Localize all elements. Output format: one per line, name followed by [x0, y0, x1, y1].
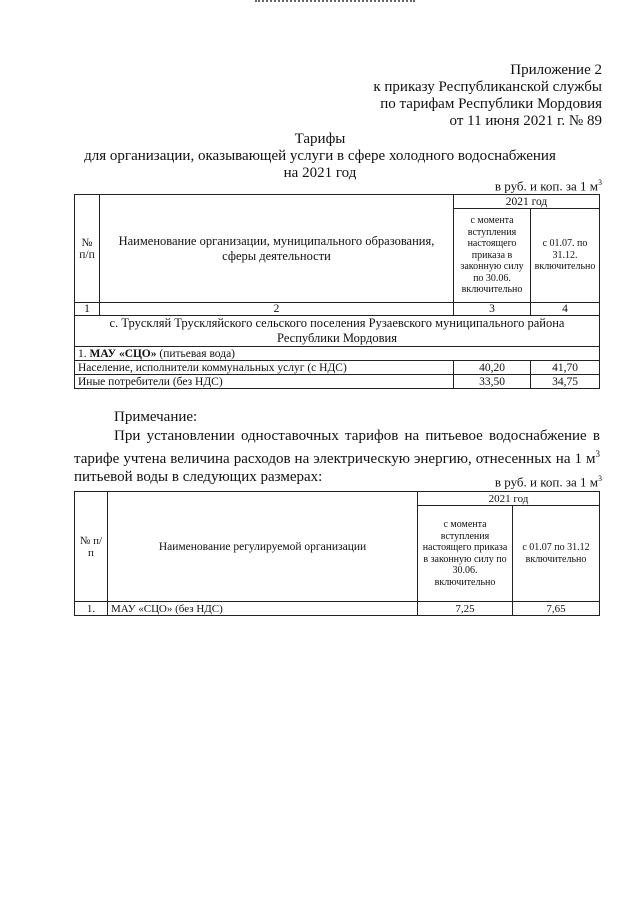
index-cell: 1: [75, 303, 100, 316]
note-text: При установлении одноставочных тарифов на питьевое водоснабжение в тарифе учтена величина расходов на электрическую энергию, отнесенных на 1 $м^3$ питьевой воды в следующих размерах:: [74, 428, 600, 485]
org-row-cell: 1. МАУ «СЦО» (питьевая вода): [75, 347, 600, 361]
appendix-line: Приложение 2: [510, 62, 602, 78]
col-period1-header: с момента вступления настоящего приказа в законную силу по 30.06. включительно: [418, 506, 513, 602]
index-cell: 4: [531, 303, 600, 316]
col-name-header: Наименование организации, муниципального образования, сферы деятельности: [100, 195, 454, 303]
title-line: Тарифы: [294, 131, 346, 147]
row-value: 41,70: [531, 361, 600, 375]
year-header: 2021 год: [454, 195, 600, 209]
table-row: [75, 375, 600, 389]
appendix-header: [373, 62, 602, 130]
org-name: МАУ «СЦО»: [89, 347, 157, 360]
col-period2-header: с 01.07 по 31.12 включительно: [513, 506, 600, 602]
top-scan-mark: [255, 0, 415, 6]
index-cell: 2: [100, 303, 454, 316]
col-num-header: № п/п: [75, 492, 108, 602]
table-row: [75, 361, 600, 375]
col-period2-header: с 01.07. по 31.12. включительно: [531, 209, 600, 303]
row-value: 7,25: [418, 602, 513, 616]
appendix-line: к приказу Республиканской службы: [373, 79, 602, 95]
title-line: на 2021 год: [283, 165, 357, 181]
table-row: [75, 347, 600, 361]
energy-cost-table: [74, 491, 600, 616]
units-label-2: в руб. и коп. за 1 $м^3$: [494, 474, 602, 490]
row-value: 33,50: [454, 375, 531, 389]
index-cell: 3: [454, 303, 531, 316]
row-value: 7,65: [513, 602, 600, 616]
units-label-1: в руб. и коп. за 1 $м^3$: [494, 178, 602, 194]
row-name: МАУ «СЦО» (без НДС): [108, 602, 418, 616]
tariff-table: [74, 194, 600, 389]
appendix-line: от 11 июня 2021 г. № 89: [449, 113, 602, 129]
row-value: 40,20: [454, 361, 531, 375]
section-title: с. Трускляй Трускляйского сельского поселения Рузаевского муниципального района Республики Мордовия: [75, 316, 600, 347]
year-header: 2021 год: [418, 492, 600, 506]
title-line: для организации, оказывающей услуги в сфере холодного водоснабжения: [84, 148, 556, 164]
appendix-line: по тарифам Республики Мордовия: [380, 96, 602, 112]
row-name: Иные потребители (без НДС): [75, 375, 454, 389]
note-title: Примечание:: [114, 409, 198, 425]
document-title: [0, 131, 640, 182]
col-period1-header: с момента вступления настоящего приказа в законную силу по 30.06. включительно: [454, 209, 531, 303]
table-row: [75, 602, 600, 616]
row-value: 34,75: [531, 375, 600, 389]
row-num: 1.: [75, 602, 108, 616]
col-name-header: Наименование регулируемой организации: [108, 492, 418, 602]
col-num-header: № п/п: [75, 195, 100, 303]
row-name: Население, исполнители коммунальных услуг (с НДС): [75, 361, 454, 375]
